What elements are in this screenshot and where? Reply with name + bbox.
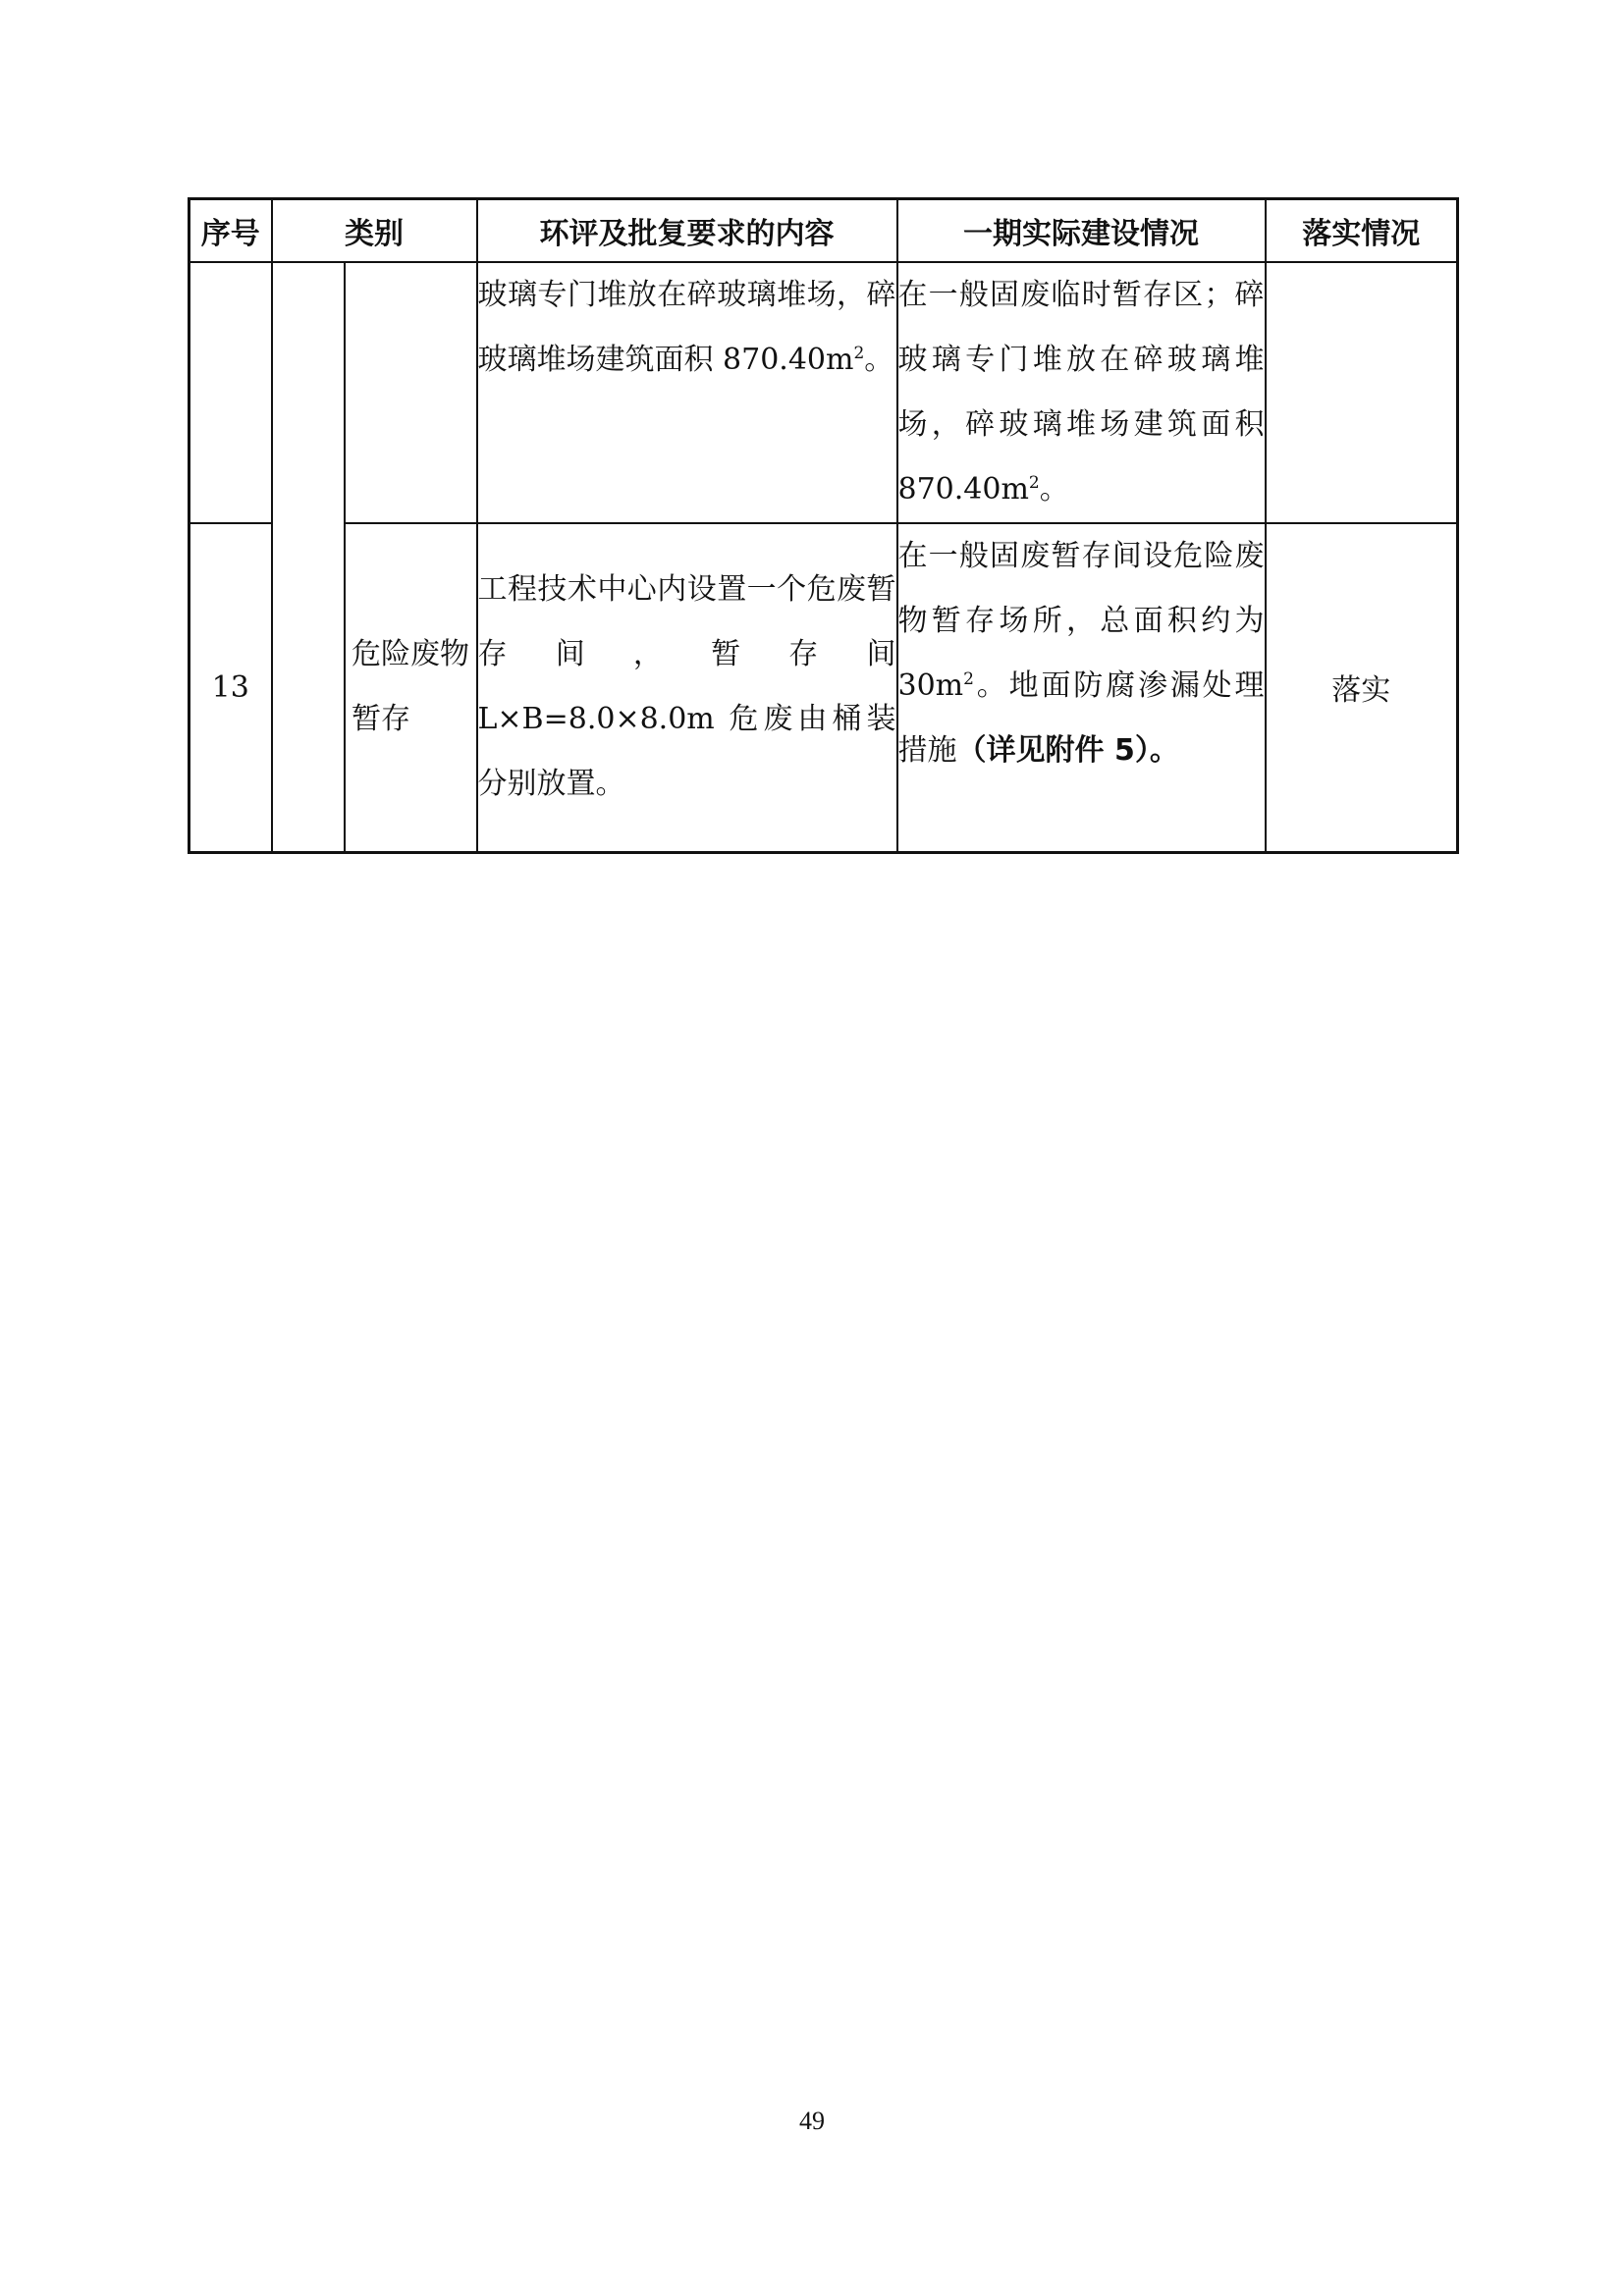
actual-bold-ref: （详见附件 5）。 bbox=[956, 732, 1179, 768]
actual-after: 。 bbox=[1039, 471, 1069, 507]
table-row bbox=[189, 523, 1458, 853]
page-number: 49 bbox=[799, 2107, 825, 2135]
header-status: 落实情况 bbox=[1266, 199, 1458, 262]
row-seq-cell bbox=[189, 262, 272, 523]
table-header-row bbox=[189, 199, 1458, 262]
row-requirement bbox=[477, 262, 897, 523]
actual-text: 在一般固废临时暂存区；碎玻璃专门堆放在碎玻璃堆场，碎玻璃堆场建筑面积 870.40m bbox=[897, 277, 1265, 507]
actual-text: 在一般固废暂存间设危险废物暂存场所，总面积约为 30m bbox=[897, 538, 1265, 703]
header-seq: 序号 bbox=[189, 199, 272, 262]
actual-sup: 2 bbox=[963, 668, 974, 689]
category-text: 危险废物暂存 bbox=[352, 637, 469, 737]
row-seq: 13 bbox=[189, 523, 272, 853]
row-status: 落实 bbox=[1266, 523, 1458, 853]
header-actual: 一期实际建设情况 bbox=[897, 199, 1266, 262]
row-status bbox=[1266, 262, 1458, 523]
row-actual bbox=[897, 262, 1266, 523]
actual-after: 。地面防腐渗漏处理措施 bbox=[897, 667, 1265, 768]
header-category: 类别 bbox=[272, 199, 477, 262]
table-row bbox=[189, 262, 1458, 523]
requirement-after: 。 bbox=[864, 342, 894, 377]
inspection-table bbox=[188, 197, 1459, 854]
requirement-sup: 2 bbox=[853, 343, 865, 363]
header-requirement: 环评及批复要求的内容 bbox=[477, 199, 897, 262]
requirement-text: 玻璃专门堆放在碎玻璃堆场，碎玻璃堆场建筑面积 870.40m bbox=[477, 277, 896, 377]
row-category bbox=[345, 262, 477, 523]
row-category bbox=[345, 523, 477, 853]
row-actual bbox=[897, 523, 1266, 853]
actual-sup: 2 bbox=[1028, 472, 1040, 493]
row-group-cell bbox=[272, 262, 345, 853]
row-requirement: 工程技术中心内设置一个危废暂存间，暂存间 L×B=8.0×8.0m 危废由桶装分别放置。 bbox=[477, 523, 897, 853]
